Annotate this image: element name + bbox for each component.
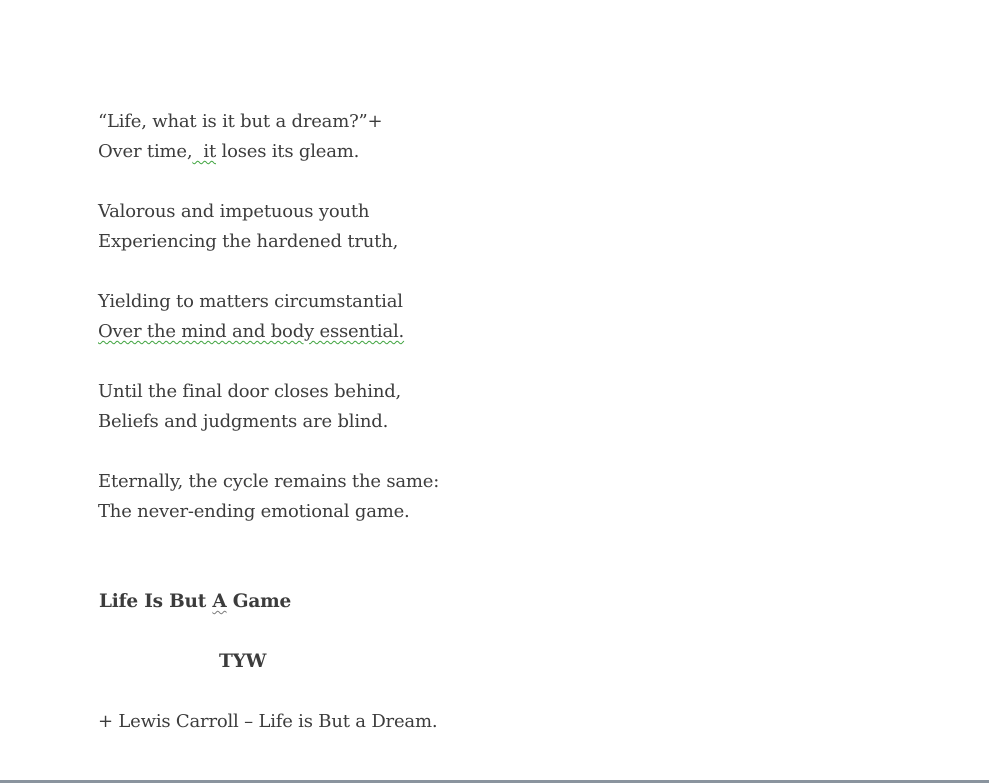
grammar-flag-title-word[interactable]: A (212, 591, 227, 612)
footnote: + Lewis Carroll – Life is But a Dream. (98, 711, 438, 732)
poem-line-1: “Life, what is it but a dream?”+ (98, 111, 383, 132)
poem-line-3: Valorous and impetuous youth (98, 201, 370, 222)
poem-line-7: Until the final door closes behind, (98, 381, 402, 402)
grammar-flag-double-space[interactable]: it (192, 141, 216, 162)
grammar-flag-line[interactable]: Over the mind and body essential. (98, 321, 405, 342)
poem-line-8: Beliefs and judgments are blind. (98, 411, 389, 432)
poem-line-10: The never-ending emotional game. (98, 501, 410, 522)
poem-line-6 (98, 320, 404, 344)
poem-line-2 (98, 140, 359, 164)
poem-line-2-end: loses its gleam. (215, 141, 360, 162)
poem-title-start: Life Is But (99, 591, 213, 612)
poem-line-9: Eternally, the cycle remains the same: (98, 471, 440, 492)
poem-title (99, 590, 291, 614)
poem-title-end: Game (226, 591, 292, 612)
poem-line-4: Experiencing the hardened truth, (98, 231, 399, 252)
poem-line-2-start: Over time, (98, 141, 193, 162)
poem-author: TYW (219, 651, 267, 672)
poem-line-5: Yielding to matters circumstantial (98, 291, 403, 312)
